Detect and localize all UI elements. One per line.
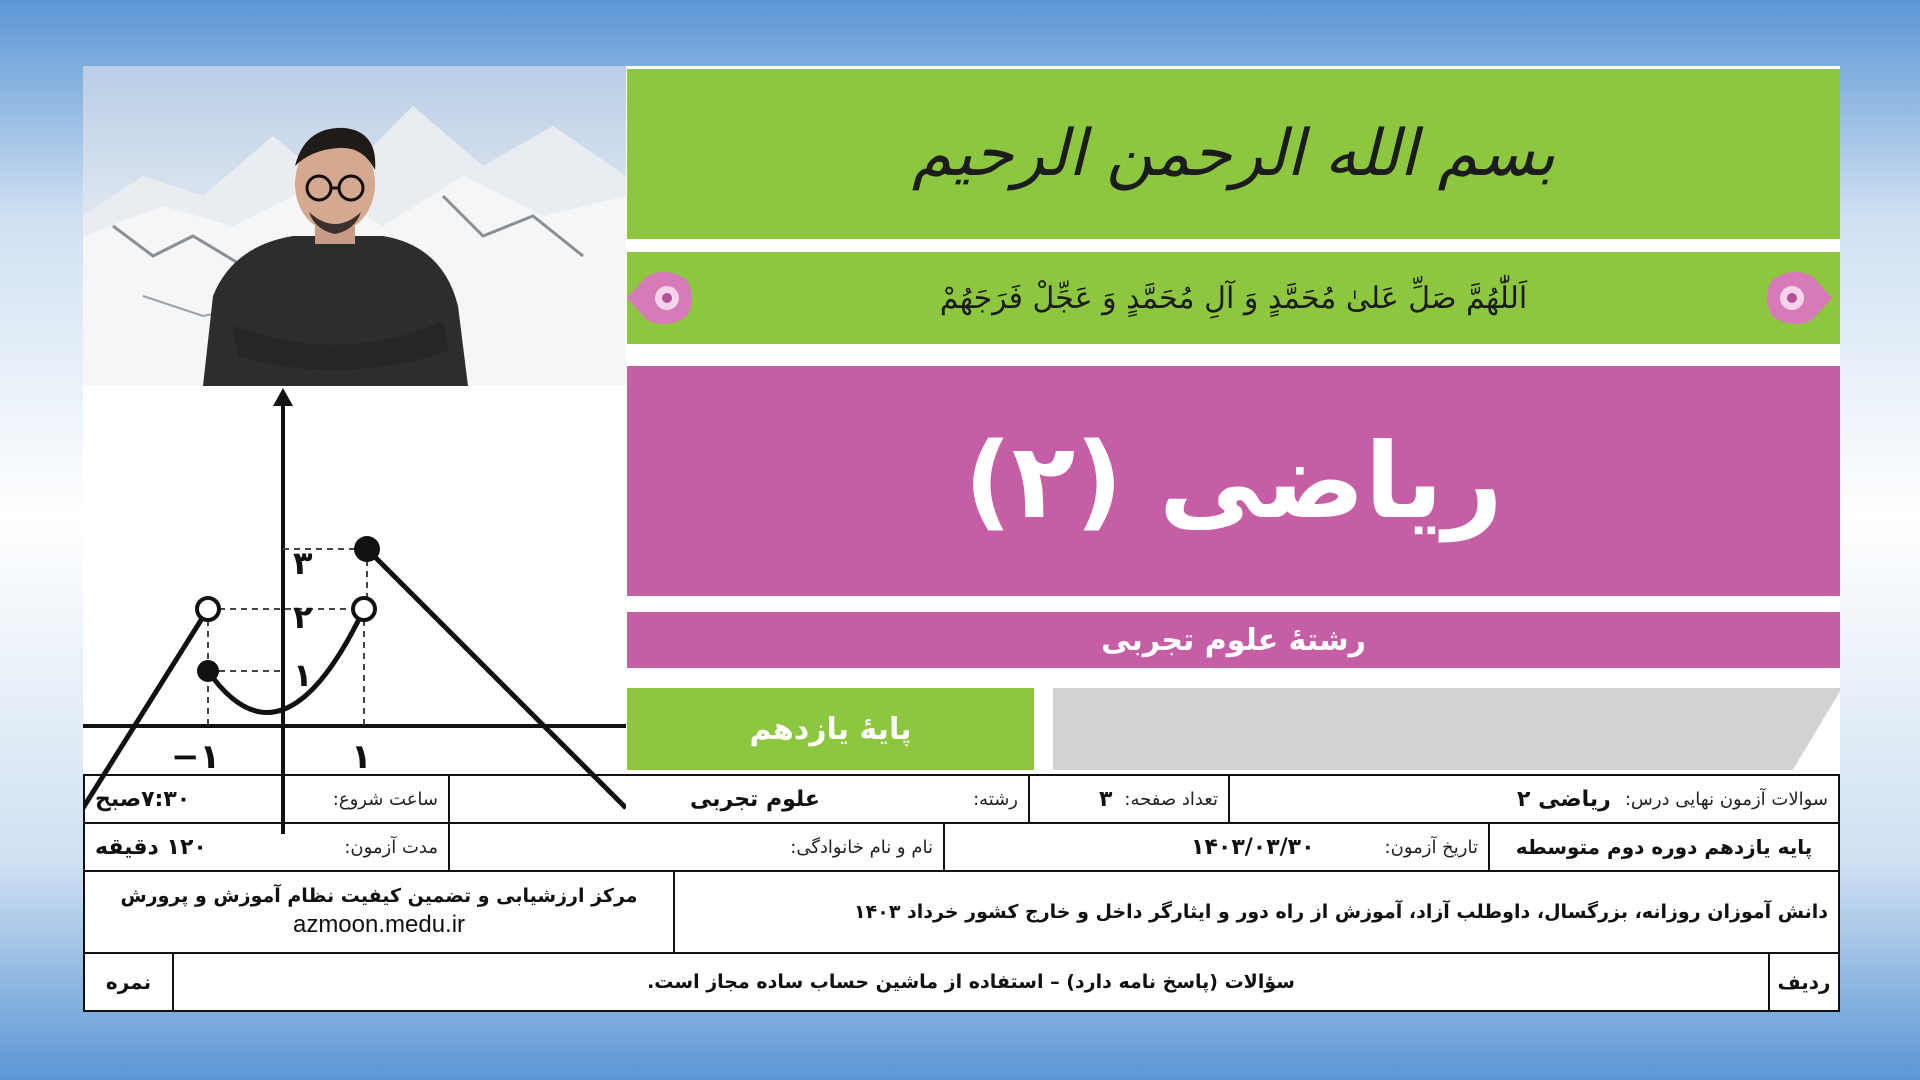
y-label-2: ۲ [293, 598, 313, 636]
field-band [627, 612, 1840, 668]
pages-label: تعداد صفحه: [1124, 788, 1218, 810]
closed-point-top [354, 536, 380, 562]
start-label: ساعت شروع: [332, 788, 438, 810]
center-cell [85, 872, 673, 952]
exam-title: ریاضی (۲) [964, 420, 1503, 542]
field-info-cell [448, 776, 1028, 822]
y-axis-arrow [273, 388, 293, 406]
score-cell [85, 954, 172, 1010]
title-band [627, 366, 1840, 596]
row-label-cell [1768, 954, 1838, 1010]
gray-band [1053, 688, 1840, 770]
y-label-1: ۱ [293, 656, 313, 694]
center-text: مرکز ارزشیابی و تضمین کیفیت نظام آموزش و پرورش [120, 885, 638, 907]
tick-neg1: −۱ [171, 737, 221, 777]
date-label: تاریخ آزمون: [1384, 836, 1478, 858]
start-value: ۷:۳۰صبح [95, 786, 191, 812]
info-row-2 [85, 824, 1838, 872]
grade-band [627, 688, 1034, 770]
course-value: ریاضی ۲ [1517, 786, 1611, 812]
open-point-left [197, 598, 219, 620]
center-url: azmoon.medu.ir [292, 911, 466, 938]
date-cell [943, 824, 1488, 870]
questions-text: سؤالات (پاسخ نامه دارد) – استفاده از ماشین حساب ساده مجاز است. [647, 971, 1295, 993]
exam-cover [83, 66, 1840, 1012]
grade-info-value: پایه یازدهم دوره دوم متوسطه [1515, 835, 1813, 859]
course-label: سوالات آزمون نهایی درس: [1624, 788, 1828, 810]
function-graph [83, 388, 626, 834]
duration-cell [85, 824, 448, 870]
course-cell [1228, 776, 1838, 822]
salawat-text: اَللّٰهُمَّ صَلِّ عَلىٰ مُحَمَّدٍ وَ آلِ مُحَمَّدٍ وَ عَجِّلْ فَرَجَهُمْ [939, 280, 1528, 316]
open-point-right [353, 598, 375, 620]
start-cell [85, 776, 448, 822]
field-text: رشتۀ علوم تجربی [1101, 622, 1366, 658]
grade-text: پایۀ یازدهم [749, 711, 912, 747]
duration-label: مدت آزمون: [344, 836, 438, 858]
questions-cell [172, 954, 1768, 1010]
closed-point-left [197, 660, 219, 682]
ornament-icon [627, 266, 697, 330]
name-label: نام و نام خانوادگی: [790, 836, 933, 858]
teacher-photo [83, 66, 626, 386]
duration-value: ۱۲۰ دقیقه [95, 834, 207, 860]
audience-text: دانش آموزان روزانه، بزرگسال، داوطلب آزاد، آموزش از راه دور و ایثارگر داخل و خارج کشور خرداد ۱۴۰۳ [854, 901, 1828, 923]
field-value: علوم تجربی [690, 786, 820, 812]
tick-pos1: ۱ [351, 737, 372, 777]
info-row-3 [85, 872, 1838, 954]
info-row-1 [85, 776, 1838, 824]
field-label: رشته: [973, 788, 1018, 810]
info-table [83, 774, 1840, 1012]
score-label: نمره [105, 970, 152, 994]
ornament-icon [1762, 266, 1832, 330]
info-row-4 [85, 954, 1838, 1010]
y-label-3: ۳ [293, 544, 313, 582]
audience-cell [673, 872, 1838, 952]
date-value: ۱۴۰۳/۰۳/۳۰ [1191, 834, 1315, 860]
grade-info-cell [1488, 824, 1838, 870]
name-cell [448, 824, 943, 870]
salawat-band [627, 252, 1840, 344]
bismillah-band [627, 69, 1840, 239]
row-label: ردیف [1777, 970, 1831, 994]
pages-cell [1028, 776, 1228, 822]
pages-value: ۳ [1098, 786, 1113, 812]
bismillah-text: بسم الله الرحمن الرحیم [911, 117, 1556, 191]
